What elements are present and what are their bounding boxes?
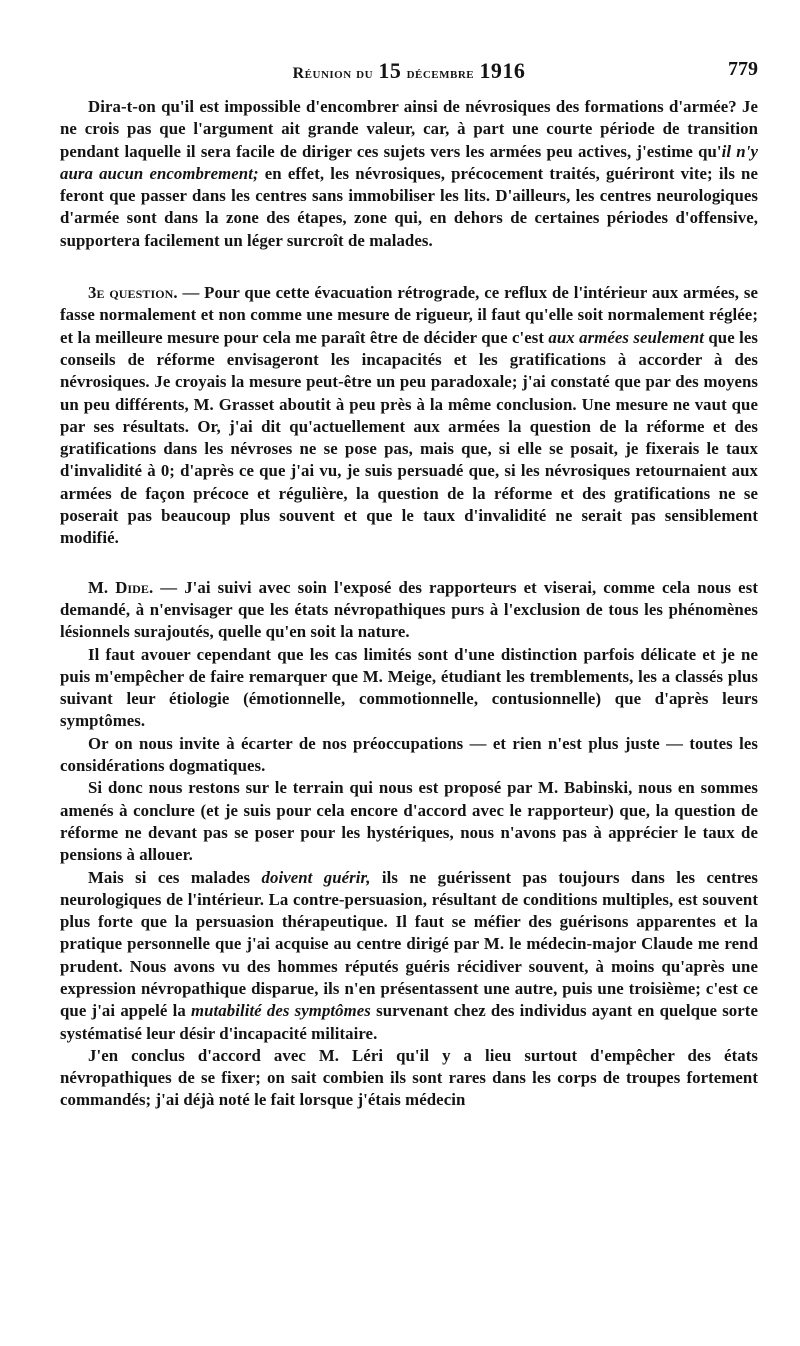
running-head-day: 15 [378, 58, 402, 83]
emphasis: mutabilité des symptômes [190, 1001, 371, 1021]
paragraph-text: survenant chez des individus ayant en quelque sorte systématisé leur désir d'incapacité militaire. [60, 1001, 759, 1043]
paragraph-text: ils ne guérissent pas toujours dans les centres neurologiques de l'intérieur. La contre-persuasion, résultant de conditions multiples, est souvent plus forte que la persuasion thérapeutique. Il faut se méfier des guérisons apparentes et la pratique personnelle que j'ai acquise au centre dirigé par M. le médecin-major Claude me rend prudent. Nous avons vu des hommes réputés guéris récidiver souvent, à moins qu'après une expression névropathique disparue, ils n'en présentassent une autre, puis une troisième; c'est ce que j'ai appelé la [60, 867, 758, 1021]
page-header [60, 58, 758, 88]
paragraph-text: J'en conclus d'accord avec M. Léri qu'il y a lieu surtout d'empêcher des états névropathiques de se fixer; on sait combien ils sont rares dans les corps de troupes fortement commandés; j'ai déjà noté le fait lorsque j'étais médecin [60, 1045, 758, 1110]
paragraph-text: que les conseils de réforme envisageront les incapacités et les gratifications à accorder à des névrosiques. Je croyais la mesure peut-être un peu paradoxale; j'ai constaté que par des moyens un peu différents, M. Grasset aboutit à peu près à la même conclusion. Une mesure ne vaut que par ses résultats. Or, j'ai dit qu'actuellement aux armées la question de la réforme et des gratifications dans les névroses ne se pose pas, mais que, si elle se posait, je fixerais le taux d'invalidité à 0; d'après ce que j'ai vu, je suis persuadé que, si les névrosiques retournaient aux armées de façon précoce et régulière, la question de la réforme et des gratifications ne se poserait pas beaucoup plus souvent et que le taux d'invalidité ne serait pas sensiblement modifié. [60, 327, 758, 548]
running-head-month: décembre [406, 65, 475, 82]
running-head-year: 1916 [479, 58, 526, 83]
paragraph-text: Or on nous invite à écarter de nos préoccupations — et rien n'est plus juste — toutes les considérations dogmatiques. [60, 733, 758, 776]
paragraph-question-3 [60, 282, 758, 550]
paragraph-8 [60, 1045, 758, 1112]
page-number: 779 [728, 58, 758, 80]
paragraph-6 [60, 777, 758, 866]
paragraph-4 [60, 644, 758, 733]
paragraph-1 [60, 96, 758, 252]
emphasis: doivent guérir, [261, 867, 371, 887]
running-head [60, 58, 758, 84]
paragraph-text: Dira-t-on qu'il est impossible d'encombrer ainsi de névrosiques des formations d'armée? Je ne crois pas que l'argument ait grande valeur, car, à part une courte période de transition pendant laquelle il sera facile de diriger ces sujets vers les armées peu actives, j'estime qu' [60, 97, 758, 161]
paragraph-text: en effet, les névrosiques, précocement traités, guériront vite; ils ne feront que passer dans les centres sans immobiliser les lits. D'ailleurs, les centres neurologiques d'armée sont dans la zone des étapes, zone qui, en dehors de certaines périodes d'offensive, supportera facilement un léger surcroît de malades. [60, 163, 758, 250]
paragraph-5 [60, 733, 758, 778]
running-head-pre: Réunion du [292, 65, 374, 82]
body-text [60, 96, 758, 1112]
paragraph-text: Si donc nous restons sur le terrain qui nous est proposé par M. Babinski, nous en sommes amenés à conclure (et je suis pour cela encore d'accord avec le rapporteur) que, la question de réforme ne devant pas se poser pour les hystériques, nous n'avons pas à apprécier le taux de pensions à allouer. [60, 778, 758, 865]
paragraph-text: — J'ai suivi avec soin l'exposé des rapporteurs et viserai, comme cela nous est demandé, à n'envisager que les états névropathiques purs à l'exclusion de tous les phénomènes lésionnels surajoutés, quelle qu'en soit la nature. [60, 577, 758, 642]
emphasis: il n'y aura aucun encombrement; [60, 141, 758, 183]
paragraph-text: Il faut avouer cependant que les cas limités sont d'une distinction parfois délicate et je ne puis m'empêcher de faire remarquer que M. Meige, étudiant les tremblements, les a classés plus suivant leur étiologie (émotionnelle, commotionnelle, contusionnelle) que d'après leurs symptômes. [60, 644, 758, 731]
paragraph-speaker-dide [60, 577, 758, 644]
paragraph-7 [60, 867, 758, 1045]
emphasis: aux armées seulement [548, 327, 705, 347]
speaker-label: M. Dide. [88, 577, 154, 597]
paragraph-text: Mais si ces malades [88, 867, 262, 887]
paragraph-text: — Pour que cette évacuation rétrograde, ce reflux de l'intérieur aux armées, se fasse normalement et non comme une mesure de rigueur, il faut qu'elle soit normalement réglée; et la meilleure mesure pour cela me paraît être de décider que c'est [60, 283, 759, 347]
section-label: 3e question. [88, 283, 178, 303]
